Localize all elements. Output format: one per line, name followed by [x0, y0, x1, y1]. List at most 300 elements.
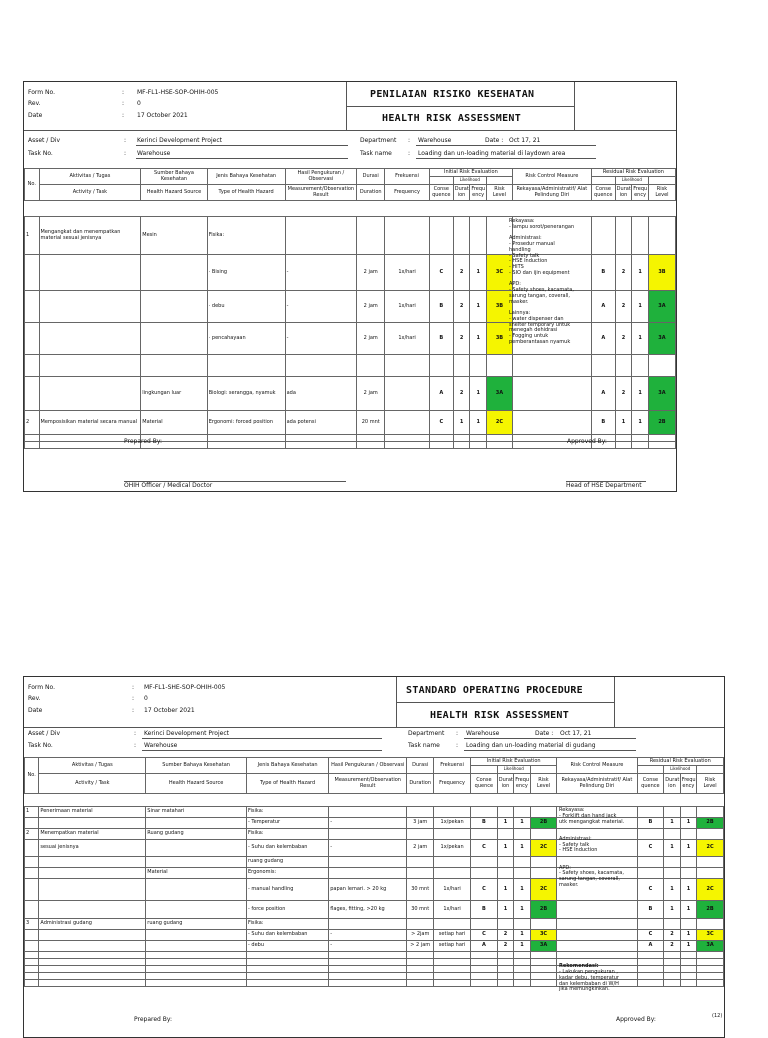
row-risk-level: [530, 919, 557, 930]
approved-by-label: Approved By:: [567, 438, 607, 445]
col-type-en: Type of Health Hazard: [246, 774, 328, 794]
prepared-role: OHIH Officer / Medical Doctor: [124, 482, 213, 489]
col-no: No.: [25, 758, 39, 794]
col-res-frequency: Frequ ency: [680, 774, 696, 794]
sep: :: [124, 137, 127, 144]
table-row: [25, 323, 676, 355]
empty-cell: [697, 973, 724, 980]
empty-cell: [25, 980, 39, 987]
sep: :: [456, 742, 459, 749]
row-hazard-type: Ergonomi: forced position: [207, 411, 285, 435]
col-type-id: Jenis Bahaya Kesehatan: [246, 758, 328, 774]
row-no: 3: [25, 919, 39, 930]
empty-cell: [247, 973, 329, 980]
asset-label: Asset / Div: [28, 137, 61, 144]
empty-cell: [453, 442, 470, 449]
empty-cell: [407, 973, 434, 980]
row-hazard-type: [207, 355, 285, 377]
col-res-frequency: Frequ ency: [632, 185, 649, 201]
row-measurement: -: [285, 323, 357, 355]
col-risk-level: Risk Level: [530, 774, 557, 794]
row-res-frequency: [680, 829, 696, 840]
row-source: [146, 879, 247, 901]
row-consequence: C: [471, 930, 498, 941]
row-res-risk-level: 3A: [648, 323, 675, 355]
row-likelihood-duration: 2: [453, 377, 470, 411]
col-res-consequence: Conse quence: [591, 185, 615, 201]
empty-cell: [247, 966, 329, 973]
row-likelihood-frequency: 1: [470, 411, 487, 435]
row-activity: Menempatkan material: [39, 829, 146, 840]
col-measurement-id: Hasil Pengukuran / Observasi: [329, 758, 407, 774]
row-duration: [357, 217, 385, 255]
row-res-duration: 1: [664, 901, 680, 919]
row-source: [146, 930, 247, 941]
empty-cell: [664, 952, 680, 959]
row-source: Mesin: [141, 217, 207, 255]
row-no: [25, 377, 40, 411]
row-res-frequency: 1: [632, 291, 649, 323]
row-no: 1: [25, 217, 40, 255]
empty-cell: [470, 435, 487, 442]
row-res-frequency: 1: [680, 879, 696, 901]
date-value: 17 October 2021: [137, 112, 188, 119]
row-likelihood-duration: 2: [497, 930, 513, 941]
row-hazard-type: - Suhu dan kelembaban: [247, 840, 329, 857]
row-res-consequence: [637, 868, 664, 879]
empty-cell: [664, 980, 680, 987]
row-res-frequency: 1: [632, 411, 649, 435]
table-row: [25, 919, 724, 930]
row-source: [141, 255, 207, 291]
row-activity: [39, 901, 146, 919]
empty-cell: [39, 966, 146, 973]
row-consequence: C: [429, 411, 453, 435]
empty-cell: [530, 980, 557, 987]
row-res-consequence: [637, 807, 664, 818]
sep: :: [408, 137, 411, 144]
row-likelihood-frequency: 1: [514, 840, 530, 857]
row-res-risk-level: 3A: [697, 941, 724, 952]
row-res-consequence: B: [637, 818, 664, 829]
row-no: 2: [25, 829, 39, 840]
row-frequency: [434, 857, 471, 868]
row-res-consequence: B: [591, 411, 615, 435]
row-res-frequency: 1: [680, 930, 696, 941]
table-row: [25, 377, 676, 411]
sep: :: [122, 100, 125, 107]
row-risk-level: [530, 807, 557, 818]
empty-cell: [471, 980, 498, 987]
empty-cell: [407, 952, 434, 959]
empty-cell: [429, 435, 453, 442]
col-source-id: Sumber Bahaya Kesehatan: [141, 169, 207, 185]
empty-cell: [434, 980, 471, 987]
row-likelihood-frequency: 1: [514, 941, 530, 952]
row-control: [557, 901, 637, 919]
empty-cell: [25, 442, 40, 449]
empty-cell: [247, 959, 329, 966]
row-res-frequency: 1: [632, 255, 649, 291]
task-name-label: Task name: [360, 150, 392, 157]
col-activity-en: Activity / Task: [39, 185, 141, 201]
col-activity-en: Activity / Task: [39, 774, 146, 794]
row-measurement: flages, fitting, >20 kg: [329, 901, 407, 919]
row-activity: [39, 323, 141, 355]
row-likelihood-frequency: [514, 857, 530, 868]
form-no-value: MF-FL1-HSE-SOP-OHIH-005: [137, 89, 219, 96]
empty-cell: [25, 435, 40, 442]
row-source: [146, 818, 247, 829]
row-likelihood-frequency: 1: [470, 255, 487, 291]
empty-cell: [680, 966, 696, 973]
hra-sheet-2: [23, 676, 725, 1038]
row-res-frequency: [680, 857, 696, 868]
row-hazard-type: - manual handling: [247, 879, 329, 901]
row-no: [25, 857, 39, 868]
empty-cell: [146, 952, 247, 959]
asset-value: Kerinci Development Project: [137, 137, 222, 144]
table-row-empty: [25, 959, 724, 966]
empty-cell: [247, 952, 329, 959]
date-label: Date: [28, 112, 43, 119]
col-measurement-id: Hasil Pengukuran / Observasi: [285, 169, 357, 185]
empty-cell: [637, 959, 664, 966]
empty-cell: [453, 435, 470, 442]
doc-title-en: HEALTH RISK ASSESSMENT: [430, 710, 570, 721]
row-measurement: [329, 829, 407, 840]
row-frequency: setiap hari: [434, 930, 471, 941]
empty-cell: [615, 435, 632, 442]
empty-cell: [637, 980, 664, 987]
col-res-duration: Durat ion: [664, 774, 680, 794]
task-name-value: Loading dan un-loading material di laydown area: [418, 150, 566, 157]
approved-role: Head of HSE Department: [566, 482, 642, 489]
col-frequency: Frequ ency: [514, 774, 530, 794]
empty-cell: [407, 980, 434, 987]
empty-cell: [680, 973, 696, 980]
row-no: [25, 840, 39, 857]
row-risk-level: 2C: [530, 840, 557, 857]
empty-cell: [530, 959, 557, 966]
row-risk-level: 3B: [486, 323, 512, 355]
row-risk-level: 3A: [530, 941, 557, 952]
empty-cell: [146, 966, 247, 973]
row-res-duration: [664, 919, 680, 930]
date2-value: Oct 17, 21: [560, 730, 592, 737]
row-frequency: [434, 829, 471, 840]
empty-cell: [615, 442, 632, 449]
row-duration: 20 mnt: [357, 411, 385, 435]
row-res-risk-level: [648, 217, 675, 255]
empty-cell: [497, 952, 513, 959]
row-control: [557, 919, 637, 930]
row-measurement: [329, 919, 407, 930]
row-risk-level: 2C: [530, 879, 557, 901]
table-row: [25, 255, 676, 291]
row-risk-level: 3C: [486, 255, 512, 291]
empty-cell: [471, 966, 498, 973]
empty-cell: [680, 980, 696, 987]
row-res-risk-level: [697, 857, 724, 868]
department-label: Department: [408, 730, 445, 737]
row-hazard-type: - debu: [247, 941, 329, 952]
row-duration: 30 mnt: [407, 901, 434, 919]
row-res-risk-level: [697, 807, 724, 818]
col-duration: Durat ion: [497, 774, 513, 794]
empty-cell: [514, 980, 530, 987]
row-measurement: -: [329, 930, 407, 941]
row-frequency: 1x/pekan: [434, 818, 471, 829]
row-likelihood-duration: 2: [453, 291, 470, 323]
row-risk-level: 3A: [486, 377, 512, 411]
row-res-risk-level: 3B: [648, 255, 675, 291]
row-hazard-type: Fisika:: [247, 829, 329, 840]
row-activity: sesuai jenisnya: [39, 840, 146, 857]
row-likelihood-frequency: 1: [514, 930, 530, 941]
empty-cell: [557, 952, 637, 959]
row-activity: [39, 930, 146, 941]
col-frequency-id: Frekuensi: [385, 169, 430, 185]
likelihood-header: Likelihood: [615, 177, 648, 185]
row-likelihood-frequency: [470, 355, 487, 377]
row-res-risk-level: [697, 829, 724, 840]
empty-cell: [329, 959, 407, 966]
row-frequency: 1x/hari: [434, 901, 471, 919]
row-hazard-type: Fisika:: [247, 807, 329, 818]
row-res-consequence: C: [637, 840, 664, 857]
empty-cell: [146, 973, 247, 980]
row-res-frequency: [632, 217, 649, 255]
hazard-table-header: [24, 757, 724, 794]
doc-title-en: HEALTH RISK ASSESSMENT: [382, 113, 522, 124]
col-duration: Durat ion: [453, 185, 470, 201]
row-no: 1: [25, 807, 39, 818]
row-risk-level: 2B: [530, 901, 557, 919]
row-measurement: [329, 868, 407, 879]
row-res-frequency: 1: [632, 323, 649, 355]
hra-sheet-1: [23, 81, 677, 492]
row-measurement: [285, 355, 357, 377]
row-frequency: [434, 807, 471, 818]
row-likelihood-duration: [497, 919, 513, 930]
empty-cell: [637, 952, 664, 959]
col-activity-id: Aktivitas / Tugas: [39, 758, 146, 774]
row-no: [25, 323, 40, 355]
row-activity: [39, 255, 141, 291]
asset-label: Asset / Div: [28, 730, 61, 737]
task-no-label: Task No.: [28, 742, 53, 749]
row-no: [25, 941, 39, 952]
row-duration: [407, 857, 434, 868]
row-activity: [39, 857, 146, 868]
row-activity: [39, 291, 141, 323]
row-likelihood-duration: [497, 829, 513, 840]
col-duration-id: Durasi: [407, 758, 434, 774]
col-res-risk-level: Risk Level: [648, 185, 675, 201]
table-row: [25, 355, 676, 377]
row-likelihood-frequency: 1: [470, 323, 487, 355]
row-consequence: B: [471, 818, 498, 829]
row-activity: [39, 377, 141, 411]
row-res-duration: 2: [664, 930, 680, 941]
empty-cell: [514, 973, 530, 980]
empty-cell: [25, 973, 39, 980]
empty-cell: [329, 966, 407, 973]
empty-cell: [497, 980, 513, 987]
date2-value: Oct 17, 21: [509, 137, 541, 144]
row-res-duration: [664, 857, 680, 868]
row-duration: 30 mnt: [407, 879, 434, 901]
row-res-frequency: 1: [680, 941, 696, 952]
row-activity: [39, 818, 146, 829]
row-no: [25, 868, 39, 879]
row-likelihood-duration: 1: [497, 901, 513, 919]
empty-cell: [648, 435, 675, 442]
row-duration: 2 jam: [357, 255, 385, 291]
row-activity: [39, 941, 146, 952]
empty-cell: [530, 952, 557, 959]
row-duration: 2 jam: [357, 377, 385, 411]
row-measurement: [329, 807, 407, 818]
row-source: Sinar matahari: [146, 807, 247, 818]
date-value: 17 October 2021: [144, 707, 195, 714]
row-hazard-type: Fisika:: [247, 919, 329, 930]
empty-cell: [385, 435, 430, 442]
row-risk-level: 3C: [530, 930, 557, 941]
row-duration: 2 jam: [407, 840, 434, 857]
row-no: [25, 255, 40, 291]
risk-control-text: Rekayasa: - Forklift dan hand jack utk mengangkat material. Administrasi: - Safety talk - HSE Induction APD: - Safety shoes, kacamata, sarung tangan, coverall, masker.: [559, 807, 625, 888]
empty-cell: [497, 959, 513, 966]
row-frequency: 1x/hari: [434, 879, 471, 901]
row-likelihood-duration: [497, 868, 513, 879]
row-res-consequence: [637, 857, 664, 868]
row-likelihood-duration: [453, 355, 470, 377]
empty-cell: [25, 952, 39, 959]
empty-cell: [648, 442, 675, 449]
empty-cell: [697, 952, 724, 959]
row-duration: [407, 829, 434, 840]
sep: :: [134, 730, 137, 737]
prepared-by-label: Prepared By:: [134, 1016, 173, 1023]
hazard-table-header: [24, 168, 676, 201]
row-likelihood-frequency: [514, 919, 530, 930]
empty-cell: [637, 966, 664, 973]
col-res-consequence: Conse quence: [637, 774, 664, 794]
row-res-duration: [615, 217, 632, 255]
task-name-value: Loading dan un-loading material di gudang: [466, 742, 596, 749]
doc-title-id: PENILAIAN RISIKO KESEHATAN: [370, 89, 535, 100]
row-likelihood-duration: 1: [497, 840, 513, 857]
row-measurement: -: [329, 840, 407, 857]
table-row: [25, 291, 676, 323]
row-likelihood-duration: 1: [453, 411, 470, 435]
department-value: Warehouse: [466, 730, 500, 737]
doc-title-sop: STANDARD OPERATING PROCEDURE: [406, 685, 583, 696]
asset-value: Kerinci Development Project: [144, 730, 229, 737]
row-res-consequence: C: [637, 930, 664, 941]
row-res-frequency: 1: [680, 840, 696, 857]
row-res-consequence: C: [637, 879, 664, 901]
row-hazard-type: - force position: [247, 901, 329, 919]
col-frequency-id: Frekuensi: [434, 758, 471, 774]
row-likelihood-duration: [497, 807, 513, 818]
row-res-risk-level: 2C: [697, 879, 724, 901]
row-duration: > 2 jam: [407, 941, 434, 952]
row-res-duration: 2: [615, 255, 632, 291]
row-frequency: [385, 355, 430, 377]
empty-cell: [514, 952, 530, 959]
row-frequency: [385, 411, 430, 435]
row-res-consequence: [591, 355, 615, 377]
row-likelihood-frequency: [470, 217, 487, 255]
rekomendasi-label: Rekomendasi:: [559, 963, 599, 969]
row-consequence: C: [471, 879, 498, 901]
row-res-duration: [664, 807, 680, 818]
empty-cell: [697, 959, 724, 966]
row-hazard-type: Ergonomis:: [247, 868, 329, 879]
empty-cell: [429, 442, 453, 449]
empty-cell: [434, 966, 471, 973]
row-activity: Mengangkat dan menempatkan material sesuai jenisnya: [39, 217, 141, 255]
row-res-frequency: [680, 807, 696, 818]
row-res-risk-level: 2B: [648, 411, 675, 435]
initial-risk-header: Initial Risk Evaluation: [429, 169, 512, 177]
row-no: [25, 901, 39, 919]
row-likelihood-frequency: [514, 829, 530, 840]
table-row: [25, 411, 676, 435]
empty-cell: [497, 973, 513, 980]
col-risk-level: Risk Level: [486, 185, 512, 201]
row-hazard-type: - Suhu dan kelembaban: [247, 930, 329, 941]
page-number: (12): [712, 1013, 723, 1019]
row-source: [146, 901, 247, 919]
empty-cell: [285, 435, 357, 442]
row-likelihood-frequency: 1: [514, 879, 530, 901]
row-res-duration: 1: [664, 818, 680, 829]
empty-cell: [632, 442, 649, 449]
row-risk-level: 3B: [486, 291, 512, 323]
table-row: [25, 901, 724, 919]
col-source-en: Health Hazard Source: [141, 185, 207, 201]
row-risk-level: [530, 857, 557, 868]
row-activity: [39, 868, 146, 879]
row-likelihood-duration: 1: [497, 879, 513, 901]
empty-cell: [632, 435, 649, 442]
row-consequence: [429, 217, 453, 255]
col-source-en: Health Hazard Source: [146, 774, 247, 794]
approved-by-label: Approved By:: [616, 1016, 656, 1023]
sep: :: [456, 730, 459, 737]
col-consequence: Conse quence: [429, 185, 453, 201]
rev-label: Rev.: [28, 695, 41, 702]
row-duration: [407, 807, 434, 818]
row-res-duration: 1: [615, 411, 632, 435]
risk-control-text: Rekayasa: - lampu sorot/penerangan Administrasi: - Prosedur manual handling - Safety talk - HSE Induction - HITS - SIO dan ijin equipment APD: - Safety shoes, kacamata, sarung tangan, coverall, masker. Lainnya: - water dispenser dan shelter temporary untuk menegah dehidrasi - Fogging untuk pemberantasan nyamuk: [509, 218, 575, 345]
row-measurement: -: [329, 818, 407, 829]
row-res-risk-level: [697, 919, 724, 930]
row-likelihood-duration: 2: [453, 255, 470, 291]
row-consequence: [471, 919, 498, 930]
task-name-label: Task name: [408, 742, 440, 749]
row-res-duration: 2: [615, 377, 632, 411]
row-res-frequency: 1: [680, 901, 696, 919]
row-res-duration: 2: [615, 323, 632, 355]
empty-cell: [329, 952, 407, 959]
table-row: [25, 930, 724, 941]
row-hazard-type: - Temperatur: [247, 818, 329, 829]
